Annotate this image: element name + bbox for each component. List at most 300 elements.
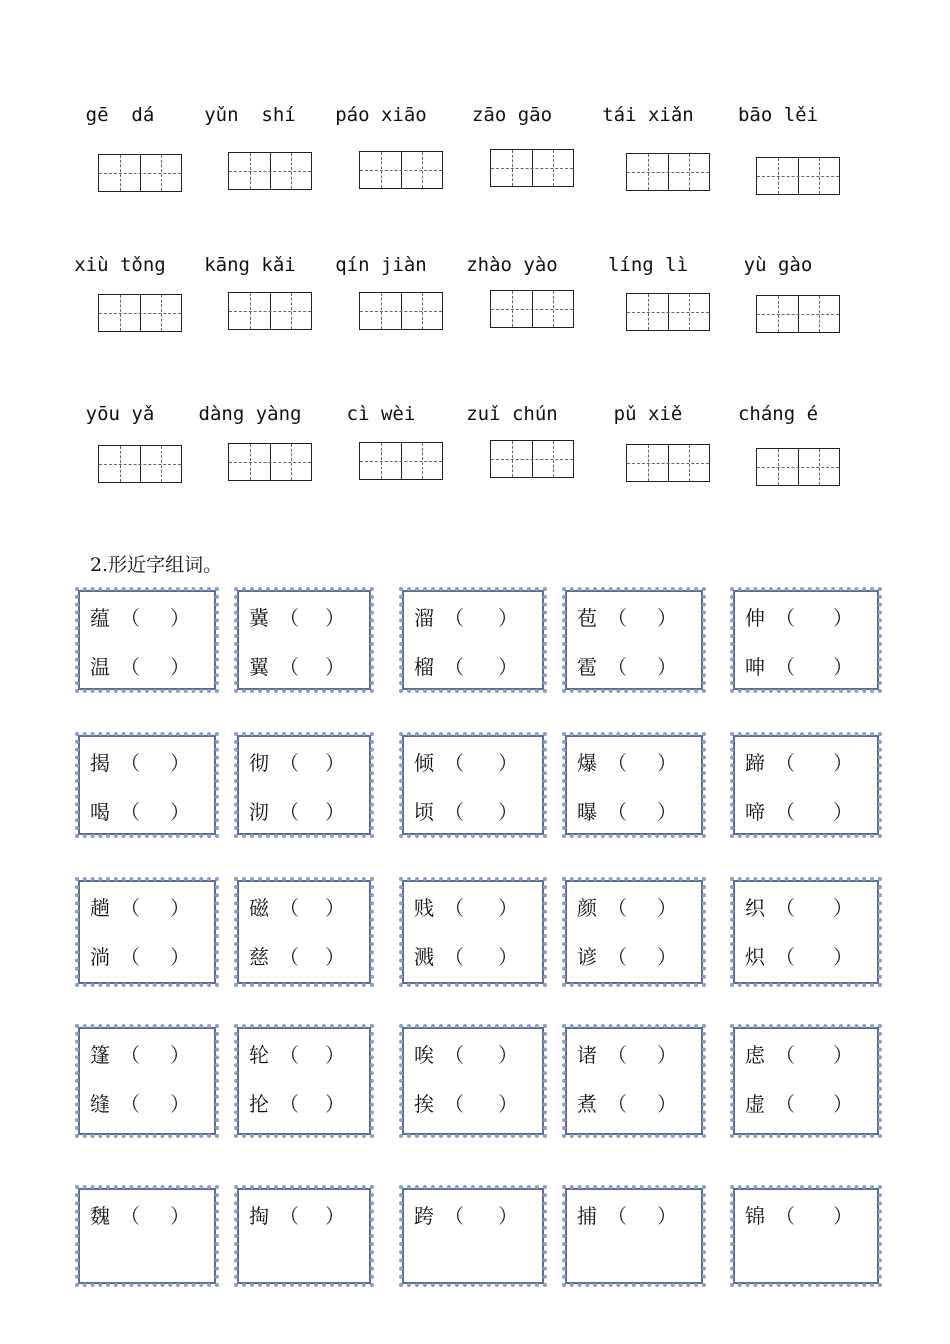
- open-parenthesis: （: [444, 800, 464, 824]
- open-parenthesis: （: [279, 751, 299, 775]
- open-parenthesis: （: [279, 606, 299, 630]
- grid-guide-line: [360, 170, 442, 171]
- character-card: [237, 880, 371, 984]
- open-parenthesis: （: [775, 606, 795, 630]
- word-entry[interactable]: [745, 749, 867, 777]
- close-parenthesis: ）: [498, 1204, 518, 1228]
- character-label: 顷: [414, 800, 434, 824]
- character-card: [402, 590, 544, 690]
- close-parenthesis: ）: [657, 1092, 677, 1116]
- close-parenthesis: ）: [657, 1043, 677, 1067]
- word-entry[interactable]: [90, 798, 204, 826]
- grid-guide-line: [381, 443, 382, 479]
- close-parenthesis: ）: [498, 751, 518, 775]
- grid-guide-line: [819, 296, 820, 332]
- grid-guide-line: [512, 150, 513, 186]
- grid-guide-line: [778, 449, 779, 485]
- close-parenthesis: ）: [325, 655, 345, 679]
- grid-guide-line: [648, 154, 649, 190]
- close-parenthesis: ）: [833, 1092, 853, 1116]
- character-label: 啼: [745, 800, 765, 824]
- word-entry[interactable]: [745, 1090, 867, 1118]
- character-label: 掏: [249, 1204, 269, 1228]
- open-parenthesis: （: [607, 751, 627, 775]
- close-parenthesis: ）: [657, 896, 677, 920]
- character-label: 倾: [414, 751, 434, 775]
- grid-guide-line: [648, 294, 649, 330]
- close-parenthesis: ）: [833, 1204, 853, 1228]
- close-parenthesis: ）: [833, 655, 853, 679]
- character-label: 苞: [577, 606, 597, 630]
- grid-guide-line: [229, 171, 311, 172]
- word-entry[interactable]: [577, 943, 691, 971]
- grid-guide-line: [291, 293, 292, 329]
- open-parenthesis: （: [444, 1204, 464, 1228]
- grid-guide-line: [553, 441, 554, 477]
- character-card: [237, 1188, 371, 1284]
- character-label: 沏: [249, 800, 269, 824]
- character-label: 织: [745, 896, 765, 920]
- grid-guide-line: [120, 155, 121, 191]
- character-label: 蕴: [90, 606, 110, 630]
- word-entry[interactable]: [745, 604, 867, 632]
- open-parenthesis: （: [444, 1043, 464, 1067]
- open-parenthesis: （: [775, 1092, 795, 1116]
- open-parenthesis: （: [607, 945, 627, 969]
- character-label: 唉: [414, 1043, 434, 1067]
- writing-grid-box[interactable]: [228, 292, 312, 330]
- open-parenthesis: （: [607, 1204, 627, 1228]
- open-parenthesis: （: [279, 655, 299, 679]
- grid-guide-line: [250, 293, 251, 329]
- grid-guide-line: [627, 312, 709, 313]
- grid-guide-line: [553, 291, 554, 327]
- word-entry[interactable]: [414, 749, 532, 777]
- writing-grid-box[interactable]: [756, 448, 840, 486]
- pinyin-text: zāo gāo: [471, 104, 553, 126]
- grid-guide-line: [757, 314, 839, 315]
- pinyin-text: cì wèi: [346, 403, 416, 425]
- character-label: 爆: [577, 751, 597, 775]
- character-label: 溅: [414, 945, 434, 969]
- word-entry[interactable]: [90, 653, 204, 681]
- word-entry[interactable]: [90, 1090, 204, 1118]
- character-card: [733, 1188, 879, 1284]
- grid-guide-line: [512, 291, 513, 327]
- open-parenthesis: （: [775, 945, 795, 969]
- pinyin-text: yù gào: [743, 254, 813, 276]
- writing-grid-box[interactable]: [626, 444, 710, 482]
- character-label: 虚: [745, 1092, 765, 1116]
- character-card: [78, 735, 216, 835]
- word-entry[interactable]: [249, 894, 359, 922]
- word-entry[interactable]: [577, 1090, 691, 1118]
- open-parenthesis: （: [444, 655, 464, 679]
- open-parenthesis: （: [120, 1043, 140, 1067]
- open-parenthesis: （: [120, 655, 140, 679]
- writing-grid-box[interactable]: [756, 295, 840, 333]
- writing-grid-box[interactable]: [98, 445, 182, 483]
- pinyin-item: [467, 403, 597, 503]
- pinyin-text: zuǐ chún: [466, 403, 558, 425]
- word-entry[interactable]: [577, 1202, 691, 1230]
- character-card: [565, 590, 703, 690]
- writing-grid-box[interactable]: [359, 151, 443, 189]
- character-label: 贱: [414, 896, 434, 920]
- grid-guide-line: [491, 309, 573, 310]
- pinyin-item: [467, 104, 597, 204]
- pinyin-text: gē dá: [85, 104, 155, 126]
- close-parenthesis: ）: [170, 1043, 190, 1067]
- pinyin-text: dàng yàng: [198, 403, 302, 425]
- close-parenthesis: ）: [833, 751, 853, 775]
- section-title: 2.形近字组词。: [90, 554, 223, 576]
- word-entry[interactable]: [90, 894, 204, 922]
- word-entry[interactable]: [414, 943, 532, 971]
- character-label: 曝: [577, 800, 597, 824]
- pinyin-text: qín jiàn: [335, 254, 427, 276]
- word-entry[interactable]: [577, 604, 691, 632]
- character-label: 抡: [249, 1092, 269, 1116]
- word-entry[interactable]: [90, 1202, 204, 1230]
- writing-grid-box[interactable]: [359, 442, 443, 480]
- writing-grid-box[interactable]: [490, 149, 574, 187]
- character-label: 诸: [577, 1043, 597, 1067]
- open-parenthesis: （: [279, 1204, 299, 1228]
- pinyin-section: [0, 0, 950, 520]
- character-label: 呻: [745, 655, 765, 679]
- grid-guide-line: [819, 449, 820, 485]
- close-parenthesis: ）: [498, 896, 518, 920]
- grid-guide-line: [381, 293, 382, 329]
- word-entry[interactable]: [249, 798, 359, 826]
- word-entry[interactable]: [745, 894, 867, 922]
- pinyin-text: pǔ xiě: [613, 403, 683, 425]
- grid-guide-line: [757, 467, 839, 468]
- grid-guide-line: [422, 293, 423, 329]
- word-entry[interactable]: [577, 653, 691, 681]
- character-card: [402, 735, 544, 835]
- close-parenthesis: ）: [170, 606, 190, 630]
- close-parenthesis: ）: [498, 1043, 518, 1067]
- open-parenthesis: （: [120, 1092, 140, 1116]
- close-parenthesis: ）: [657, 751, 677, 775]
- word-entry[interactable]: [249, 604, 359, 632]
- word-entry[interactable]: [249, 749, 359, 777]
- character-card: [733, 880, 879, 984]
- word-entry[interactable]: [745, 1202, 867, 1230]
- writing-grid-box[interactable]: [228, 443, 312, 481]
- grid-guide-line: [553, 150, 554, 186]
- close-parenthesis: ）: [170, 655, 190, 679]
- grid-guide-line: [229, 462, 311, 463]
- character-label: 榴: [414, 655, 434, 679]
- character-card: [565, 1188, 703, 1284]
- pinyin-text: xiù tǒng: [74, 254, 166, 276]
- character-label: 谚: [577, 945, 597, 969]
- word-entry[interactable]: [90, 749, 204, 777]
- open-parenthesis: （: [444, 945, 464, 969]
- grid-guide-line: [648, 445, 649, 481]
- open-parenthesis: （: [120, 606, 140, 630]
- character-card: [565, 880, 703, 984]
- close-parenthesis: ）: [657, 655, 677, 679]
- open-parenthesis: （: [444, 751, 464, 775]
- close-parenthesis: ）: [170, 751, 190, 775]
- word-entry[interactable]: [414, 653, 532, 681]
- writing-grid-box[interactable]: [98, 294, 182, 332]
- grid-guide-line: [360, 311, 442, 312]
- close-parenthesis: ）: [325, 751, 345, 775]
- open-parenthesis: （: [607, 896, 627, 920]
- character-label: 温: [90, 655, 110, 679]
- grid-guide-line: [99, 173, 181, 174]
- word-entry[interactable]: [249, 943, 359, 971]
- writing-grid-box[interactable]: [626, 293, 710, 331]
- character-card: [402, 880, 544, 984]
- word-entry[interactable]: [577, 749, 691, 777]
- writing-grid-box[interactable]: [228, 152, 312, 190]
- close-parenthesis: ）: [833, 896, 853, 920]
- character-card: [402, 1027, 544, 1135]
- character-label: 魏: [90, 1204, 110, 1228]
- character-card: [78, 1027, 216, 1135]
- character-label: 颜: [577, 896, 597, 920]
- word-entry[interactable]: [745, 1041, 867, 1069]
- word-entry[interactable]: [249, 1041, 359, 1069]
- grid-guide-line: [291, 444, 292, 480]
- open-parenthesis: （: [279, 945, 299, 969]
- close-parenthesis: ）: [657, 945, 677, 969]
- close-parenthesis: ）: [833, 945, 853, 969]
- grid-guide-line: [627, 172, 709, 173]
- word-entry[interactable]: [414, 798, 532, 826]
- close-parenthesis: ）: [833, 1043, 853, 1067]
- character-label: 虑: [745, 1043, 765, 1067]
- pinyin-text: cháng é: [737, 403, 819, 425]
- character-card: [733, 735, 879, 835]
- character-label: 炽: [745, 945, 765, 969]
- close-parenthesis: ）: [498, 655, 518, 679]
- close-parenthesis: ）: [170, 945, 190, 969]
- open-parenthesis: （: [120, 1204, 140, 1228]
- open-parenthesis: （: [607, 606, 627, 630]
- writing-grid-box[interactable]: [359, 292, 443, 330]
- word-entry[interactable]: [414, 1202, 532, 1230]
- open-parenthesis: （: [775, 751, 795, 775]
- open-parenthesis: （: [607, 655, 627, 679]
- character-label: 趟: [90, 896, 110, 920]
- grid-guide-line: [99, 313, 181, 314]
- grid-guide-line: [491, 168, 573, 169]
- word-entry[interactable]: [577, 798, 691, 826]
- close-parenthesis: ）: [498, 606, 518, 630]
- close-parenthesis: ）: [325, 606, 345, 630]
- open-parenthesis: （: [279, 896, 299, 920]
- character-label: 雹: [577, 655, 597, 679]
- grid-guide-line: [778, 296, 779, 332]
- close-parenthesis: ）: [170, 896, 190, 920]
- character-label: 彻: [249, 751, 269, 775]
- character-card: [78, 880, 216, 984]
- character-label: 磁: [249, 896, 269, 920]
- pinyin-text: bāo lěi: [737, 104, 819, 126]
- pinyin-item: [467, 254, 597, 354]
- grid-guide-line: [512, 441, 513, 477]
- character-card: [733, 1027, 879, 1135]
- word-entry[interactable]: [414, 1041, 532, 1069]
- character-label: 伸: [745, 606, 765, 630]
- open-parenthesis: （: [444, 1092, 464, 1116]
- close-parenthesis: ）: [833, 606, 853, 630]
- word-entry[interactable]: [414, 1090, 532, 1118]
- pinyin-text: kāng kǎi: [204, 254, 296, 276]
- open-parenthesis: （: [120, 896, 140, 920]
- character-card: [733, 590, 879, 690]
- character-label: 篷: [90, 1043, 110, 1067]
- pinyin-item: [733, 104, 863, 204]
- open-parenthesis: （: [775, 800, 795, 824]
- character-label: 溜: [414, 606, 434, 630]
- grid-guide-line: [819, 158, 820, 194]
- grid-guide-line: [360, 461, 442, 462]
- grid-guide-line: [689, 294, 690, 330]
- grid-guide-line: [161, 446, 162, 482]
- pinyin-item: [733, 254, 863, 354]
- character-label: 捕: [577, 1204, 597, 1228]
- grid-guide-line: [250, 153, 251, 189]
- character-label: 锦: [745, 1204, 765, 1228]
- character-card: [237, 590, 371, 690]
- close-parenthesis: ）: [325, 896, 345, 920]
- character-card: [565, 735, 703, 835]
- character-label: 翼: [249, 655, 269, 679]
- open-parenthesis: （: [607, 1043, 627, 1067]
- pinyin-text: zhào yào: [466, 254, 558, 276]
- writing-grid-box[interactable]: [626, 153, 710, 191]
- grid-guide-line: [381, 152, 382, 188]
- grid-guide-line: [422, 152, 423, 188]
- grid-guide-line: [99, 464, 181, 465]
- character-label: 挨: [414, 1092, 434, 1116]
- word-entry[interactable]: [249, 653, 359, 681]
- word-entry[interactable]: [414, 894, 532, 922]
- grid-guide-line: [161, 295, 162, 331]
- writing-grid-box[interactable]: [490, 440, 574, 478]
- close-parenthesis: ）: [170, 800, 190, 824]
- close-parenthesis: ）: [170, 1092, 190, 1116]
- grid-guide-line: [689, 445, 690, 481]
- word-entry[interactable]: [249, 1202, 359, 1230]
- pinyin-text: páo xiāo: [335, 104, 427, 126]
- open-parenthesis: （: [775, 1043, 795, 1067]
- grid-guide-line: [689, 154, 690, 190]
- character-card: [565, 1027, 703, 1135]
- word-entry[interactable]: [249, 1090, 359, 1118]
- close-parenthesis: ）: [325, 945, 345, 969]
- close-parenthesis: ）: [657, 800, 677, 824]
- open-parenthesis: （: [607, 800, 627, 824]
- open-parenthesis: （: [279, 800, 299, 824]
- close-parenthesis: ）: [325, 1043, 345, 1067]
- grid-guide-line: [120, 295, 121, 331]
- character-card: [78, 1188, 216, 1284]
- grid-guide-line: [757, 176, 839, 177]
- grid-guide-line: [491, 459, 573, 460]
- character-label: 缝: [90, 1092, 110, 1116]
- grid-guide-line: [161, 155, 162, 191]
- word-entry[interactable]: [745, 798, 867, 826]
- word-entry[interactable]: [745, 653, 867, 681]
- open-parenthesis: （: [279, 1043, 299, 1067]
- close-parenthesis: ）: [498, 1092, 518, 1116]
- character-label: 煮: [577, 1092, 597, 1116]
- character-label: 慈: [249, 945, 269, 969]
- word-entry[interactable]: [90, 604, 204, 632]
- close-parenthesis: ）: [498, 945, 518, 969]
- character-label: 喝: [90, 800, 110, 824]
- open-parenthesis: （: [444, 606, 464, 630]
- writing-grid-box[interactable]: [490, 290, 574, 328]
- close-parenthesis: ）: [170, 1204, 190, 1228]
- character-label: 轮: [249, 1043, 269, 1067]
- close-parenthesis: ）: [833, 800, 853, 824]
- open-parenthesis: （: [775, 655, 795, 679]
- character-label: 蹄: [745, 751, 765, 775]
- word-entry[interactable]: [577, 1041, 691, 1069]
- grid-guide-line: [229, 311, 311, 312]
- grid-guide-line: [250, 444, 251, 480]
- word-entry[interactable]: [577, 894, 691, 922]
- character-card: [237, 1027, 371, 1135]
- open-parenthesis: （: [775, 896, 795, 920]
- open-parenthesis: （: [279, 1092, 299, 1116]
- character-label: 冀: [249, 606, 269, 630]
- close-parenthesis: ）: [325, 1092, 345, 1116]
- close-parenthesis: ）: [498, 800, 518, 824]
- pinyin-text: yǔn shí: [204, 104, 296, 126]
- grid-guide-line: [120, 446, 121, 482]
- grid-guide-line: [778, 158, 779, 194]
- pinyin-item: [733, 403, 863, 503]
- character-card: [402, 1188, 544, 1284]
- open-parenthesis: （: [444, 896, 464, 920]
- character-label: 揭: [90, 751, 110, 775]
- close-parenthesis: ）: [657, 606, 677, 630]
- writing-grid-box[interactable]: [98, 154, 182, 192]
- grid-guide-line: [627, 463, 709, 464]
- character-label: 淌: [90, 945, 110, 969]
- writing-grid-box[interactable]: [756, 157, 840, 195]
- grid-guide-line: [291, 153, 292, 189]
- character-card: [78, 590, 216, 690]
- pinyin-text: líng lì: [607, 254, 689, 276]
- close-parenthesis: ）: [325, 800, 345, 824]
- grid-guide-line: [422, 443, 423, 479]
- word-entry[interactable]: [90, 943, 204, 971]
- open-parenthesis: （: [607, 1092, 627, 1116]
- open-parenthesis: （: [120, 800, 140, 824]
- open-parenthesis: （: [120, 945, 140, 969]
- character-card: [237, 735, 371, 835]
- open-parenthesis: （: [775, 1204, 795, 1228]
- pinyin-text: yōu yǎ: [85, 403, 155, 425]
- open-parenthesis: （: [120, 751, 140, 775]
- word-entry[interactable]: [745, 943, 867, 971]
- word-entry[interactable]: [414, 604, 532, 632]
- word-entry[interactable]: [90, 1041, 204, 1069]
- character-label: 跨: [414, 1204, 434, 1228]
